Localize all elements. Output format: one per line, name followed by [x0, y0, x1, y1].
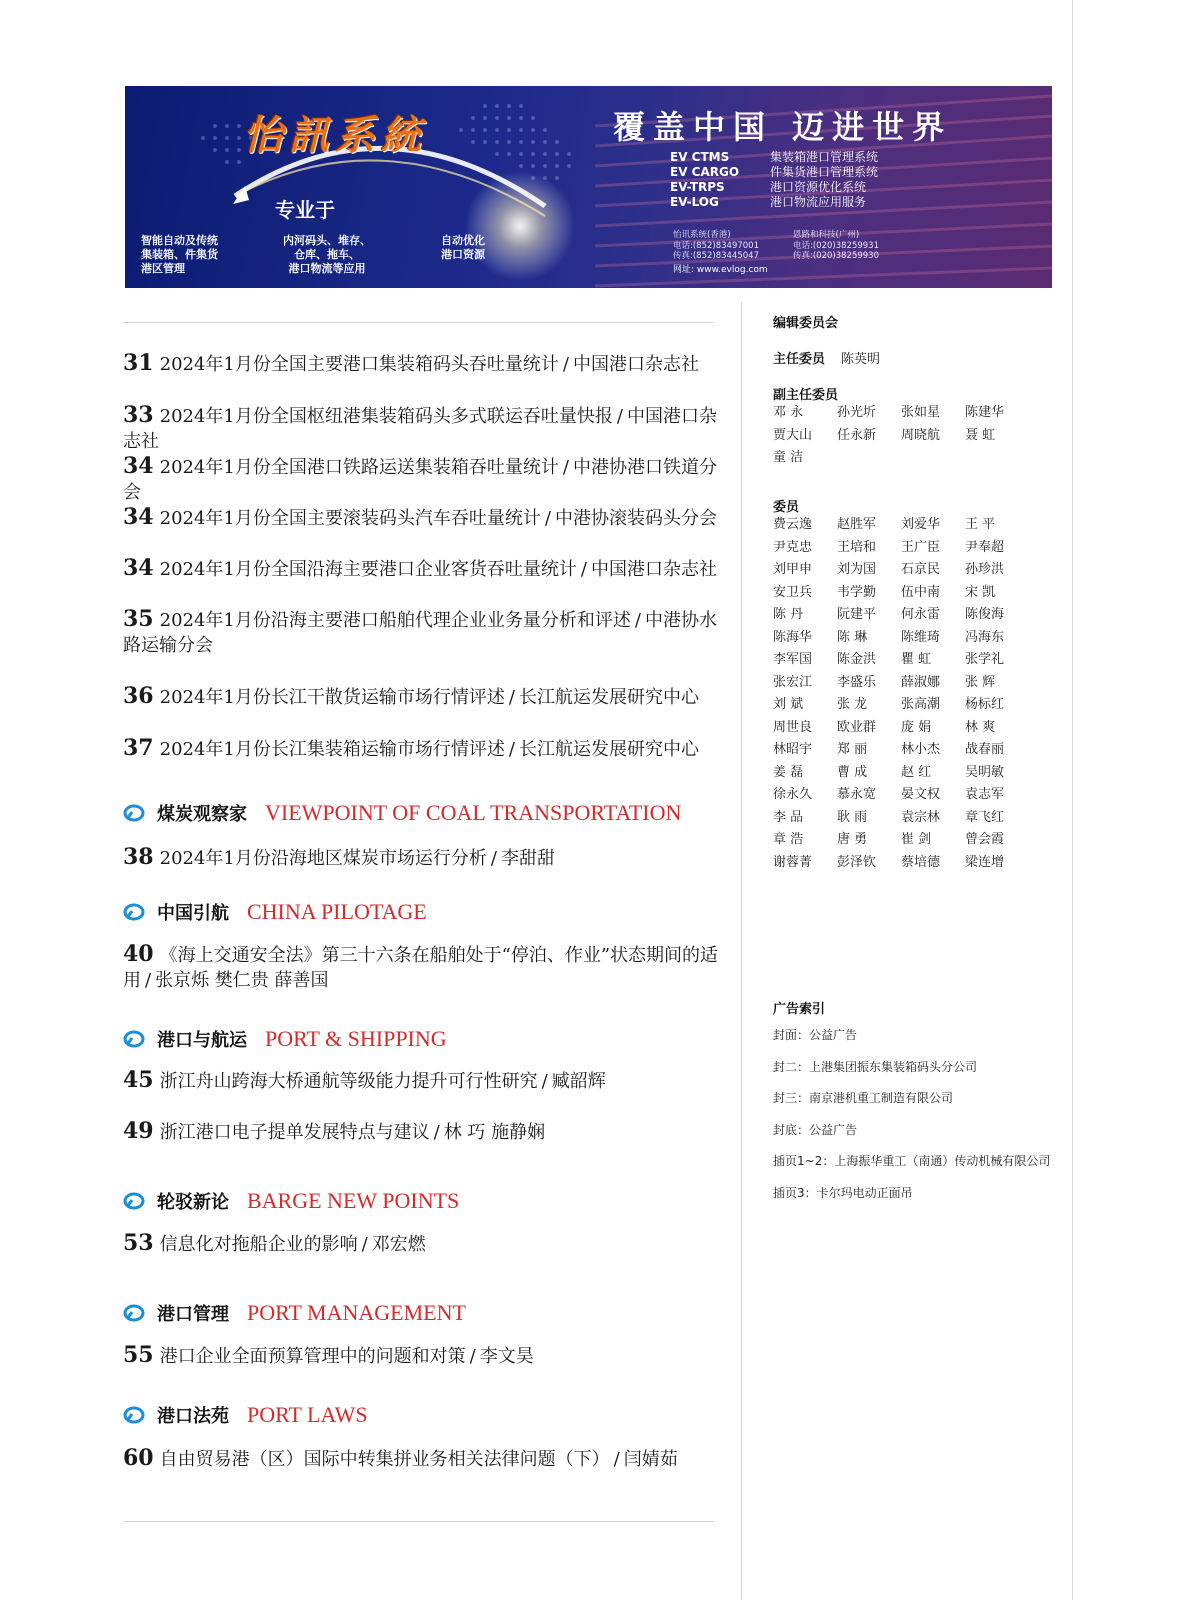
committee-member-name: 林 爽: [965, 719, 996, 735]
committee-member-name: 崔 剑: [901, 832, 932, 847]
committee-member-name: 蔡培德: [901, 854, 941, 870]
toc-entry[interactable]: 34 2024年1月份全国主要滚装码头汽车吞吐量统计 / 中港协滚装码头分会: [123, 504, 717, 530]
feature-line: 自动优化: [441, 234, 485, 247]
article-title: 2024年1月份长江干散货运输市场行情评述: [159, 687, 505, 708]
committee-member-name: 耿 雨: [837, 809, 868, 825]
section-title-zh: 轮驳新论: [157, 1192, 229, 1213]
section-header-port-shipping: [123, 1024, 447, 1054]
page-number: 49: [123, 1118, 154, 1144]
committee-member-name: 周世良: [773, 719, 813, 735]
committee-member-name: 晏文权: [901, 787, 941, 802]
committee-member-name: 陈 丹: [773, 607, 804, 622]
section-swirl-icon: [123, 902, 145, 922]
product-code: EV CTMS: [670, 150, 730, 164]
committee-member-name: 宋 凯: [965, 584, 996, 600]
page-number: 36: [123, 683, 154, 709]
page-number: 34: [123, 453, 154, 479]
toc-entry[interactable]: 37 2024年1月份长江集装箱运输市场行情评述 / 长江航运发展研究中心: [123, 735, 699, 761]
page-edge-rule: [1072, 0, 1073, 1600]
product-row: [670, 180, 878, 195]
committee-member-name: 张 龙: [837, 697, 868, 712]
toc-entry[interactable]: 38 2024年1月份沿海地区煤炭市场运行分析 / 李甜甜: [123, 844, 555, 870]
ad-index-list: [773, 1020, 1073, 1209]
toc-entry[interactable]: 35 2024年1月份沿海主要港口船舶代理企业业务量分析和评述 / 中港协水路运输分会: [123, 606, 717, 656]
toc-entry[interactable]: 60 自由贸易港（区）国际中转集拼业务相关法律问题（下） / 闫婧茹: [123, 1445, 678, 1471]
pro-label: 专业于: [275, 198, 335, 222]
feature-line: 集装箱、件集货: [141, 248, 218, 261]
feature-line: 港口资源: [441, 248, 485, 261]
committee-member-name: 陈俊海: [965, 607, 1005, 622]
article-author: 张京烁 樊仁贵 薛善国: [155, 970, 329, 991]
committee-member-name: 瞿 虹: [901, 652, 932, 667]
committee-member-name: 庞 娟: [901, 719, 932, 735]
product-name: 港口资源优化系统: [770, 180, 867, 194]
committee-member-name: 冯海东: [965, 629, 1005, 645]
chair-label: 主任委员: [773, 352, 826, 367]
article-title: 2024年1月份沿海主要港口船舶代理企业业务量分析和评述: [159, 610, 631, 631]
committee-member-name: 陈海华: [773, 629, 813, 645]
section-title-en: PORT LAWS: [247, 1402, 368, 1427]
chair-name: 陈英明: [841, 352, 881, 367]
committee-member-name: 张宏江: [773, 674, 813, 690]
product-code: EV-TRPS: [670, 180, 725, 194]
committee-member-name: 张如星: [901, 405, 941, 420]
committee-member-name: 林小杰: [901, 742, 941, 757]
committee-member-name: 张 辉: [965, 674, 996, 690]
ad-index-heading: 广告索引: [773, 1002, 826, 1017]
committee-member-name: 孙光圻: [837, 405, 877, 420]
article-author: 长江航运发展研究中心: [518, 687, 699, 708]
committee-member-name: 曾会霞: [965, 832, 1005, 847]
committee-member-name: 陈 琳: [837, 629, 868, 645]
committee-member-name: 陈建华: [965, 405, 1005, 420]
article-author: 李文昊: [479, 1346, 534, 1367]
article-title: 自由贸易港（区）国际中转集拼业务相关法律问题（下）: [159, 1449, 610, 1470]
vice-chair-list: [773, 402, 1063, 470]
toc-entry[interactable]: 45 浙江舟山跨海大桥通航等级能力提升可行性研究 / 臧韶辉: [123, 1067, 606, 1093]
page-number: 35: [123, 606, 154, 632]
editorial-chair: [773, 348, 880, 367]
article-author: 中港协水路运输分会: [123, 610, 717, 656]
contact-line: 怡讯系统(香港): [673, 230, 731, 240]
editorial-heading: 编辑委员会: [773, 316, 839, 331]
committee-member-name: 战春丽: [965, 742, 1005, 757]
committee-member-name: 韦学勤: [837, 584, 877, 600]
banner-slogan: 覆盖中国 迈进世界: [613, 108, 953, 146]
committee-member-name: 安卫兵: [773, 584, 813, 600]
committee-member-name: 薛淑娜: [901, 674, 941, 690]
article-title: 2024年1月份全国主要滚装码头汽车吞吐量统计: [159, 508, 541, 529]
feature-block-1: [141, 234, 218, 276]
toc-entry[interactable]: 36 2024年1月份长江干散货运输市场行情评述 / 长江航运发展研究中心: [123, 683, 699, 709]
toc-entry[interactable]: 34 2024年1月份全国港口铁路运送集装箱吞吐量统计 / 中港协港口铁道分会: [123, 453, 717, 503]
section-title-en: VIEWPOINT OF COAL TRANSPORTATION: [265, 800, 682, 825]
article-author: 闫婧茹: [623, 1449, 678, 1470]
contact-line: 电话:(852)83497001: [673, 240, 759, 251]
committee-member-name: 任永新: [837, 427, 877, 443]
committee-member-name: 张高潮: [901, 697, 941, 712]
section-swirl-icon: [123, 1191, 145, 1211]
toc-entry[interactable]: 34 2024年1月份全国沿海主要港口企业客货吞吐量统计 / 中国港口杂志社: [123, 555, 717, 581]
product-name: 件集货港口管理系统: [770, 165, 879, 179]
product-row: [670, 165, 878, 180]
page-number: 33: [123, 402, 154, 428]
toc-entry[interactable]: 40 《海上交通安全法》第三十六条在船舶处于“停泊、作业”状态期间的适用 / 张京烁 樊仁贵 薛善国: [123, 941, 719, 991]
committee-member-name: 童 洁: [773, 450, 804, 465]
article-author: 中港协滚装码头分会: [554, 508, 717, 529]
section-title-en: PORT MANAGEMENT: [247, 1300, 466, 1325]
committee-member-name: 周晓航: [901, 427, 941, 443]
section-title-en: BARGE NEW POINTS: [247, 1188, 460, 1213]
section-title-zh: 港口与航运: [157, 1030, 247, 1051]
section-header-port-management: [123, 1298, 466, 1328]
page-number: 60: [123, 1445, 154, 1471]
product-name: 港口物流应用服务: [770, 195, 867, 209]
ad-index-item: 封二：上港集团振东集装箱码头分公司: [773, 1059, 978, 1074]
committee-member-name: 陈金洪: [837, 652, 877, 667]
toc-entry[interactable]: 31 2024年1月份全国主要港口集装箱码头吞吐量统计 / 中国港口杂志社: [123, 350, 699, 376]
committee-member-name: 赵胜军: [837, 517, 877, 532]
committee-member-name: 刘甲申: [773, 562, 813, 577]
article-author: 臧韶辉: [551, 1071, 606, 1092]
article-title: 浙江舟山跨海大桥通航等级能力提升可行性研究: [159, 1071, 538, 1092]
feature-line: 智能自动及传统: [141, 234, 218, 247]
toc-entry[interactable]: 49 浙江港口电子提单发展特点与建议 / 林 巧 施静娴: [123, 1118, 546, 1144]
ad-index-item: 封底：公益广告: [773, 1122, 858, 1137]
page-number: 37: [123, 735, 154, 761]
contact-line: 传真:(020)38259930: [793, 251, 879, 261]
committee-member-name: 姜 磊: [773, 764, 804, 780]
feature-line: 港口物流等应用: [288, 262, 366, 275]
committee-member-name: 费云逸: [773, 517, 813, 532]
committee-member-name: 尹奉超: [965, 539, 1005, 555]
contact-gz: [793, 230, 879, 262]
committee-member-name: 李盛乐: [837, 674, 877, 690]
committee-member-name: 袁宗林: [901, 809, 941, 825]
product-row: [670, 195, 878, 210]
contact-line: 恩路和科技(广州): [793, 230, 860, 240]
page-number: 45: [123, 1067, 154, 1093]
toc-bottom-rule: [123, 1521, 714, 1522]
committee-member-name: 梁连增: [965, 854, 1005, 870]
section-title-zh: 煤炭观察家: [157, 804, 247, 825]
committee-member-name: 王培和: [837, 539, 877, 555]
ad-index-item: 封面：公益广告: [773, 1028, 858, 1042]
committee-member-name: 谢蓉菁: [773, 854, 813, 870]
committee-member-name: 王 平: [965, 517, 996, 532]
section-title-en: PORT & SHIPPING: [265, 1026, 447, 1051]
committee-member-name: 邓 永: [773, 405, 804, 420]
contact-line: 电话:(020)38259931: [793, 240, 879, 251]
toc-entry[interactable]: 55 港口企业全面预算管理中的问题和对策 / 李文昊: [123, 1342, 534, 1368]
committee-member-name: 曹 成: [837, 764, 868, 780]
article-title: 浙江港口电子提单发展特点与建议: [159, 1122, 430, 1143]
section-swirl-icon: [123, 1029, 145, 1049]
section-swirl-icon: [123, 803, 145, 823]
committee-member-name: 王广臣: [901, 539, 941, 555]
article-title: 2024年1月份全国枢纽港集装箱码头多式联运吞吐量快报: [159, 406, 613, 427]
article-author: 李甜甜: [500, 848, 555, 869]
toc-entry[interactable]: 33 2024年1月份全国枢纽港集装箱码头多式联运吞吐量快报 / 中国港口杂志社: [123, 402, 717, 452]
committee-member-name: 阮建平: [837, 607, 877, 622]
feature-block-2: [283, 234, 371, 276]
banner-url: 网址: www.evlog.com: [673, 265, 768, 275]
article-title: 2024年1月份沿海地区煤炭市场运行分析: [159, 848, 487, 869]
committee-member-name: 何永雷: [901, 607, 941, 622]
feature-line: 仓库、拖车、: [294, 248, 360, 261]
product-code: EV CARGO: [670, 165, 740, 179]
page-number: 40: [123, 941, 154, 967]
section-title-en: CHINA PILOTAGE: [247, 899, 427, 924]
toc-top-rule: [123, 322, 714, 323]
section-header-coal: [123, 798, 681, 828]
section-header-pilotage: [123, 897, 427, 927]
vice-chair-heading: 副主任委员: [773, 388, 839, 403]
article-title: 2024年1月份全国港口铁路运送集装箱吞吐量统计: [159, 457, 559, 478]
committee-member-name: 章飞红: [965, 809, 1005, 825]
section-title-zh: 港口法苑: [157, 1406, 229, 1427]
toc-entry[interactable]: 53 信息化对拖船企业的影响 / 邓宏燃: [123, 1230, 426, 1256]
article-title: 2024年1月份长江集装箱运输市场行情评述: [159, 739, 505, 760]
section-title-zh: 港口管理: [157, 1304, 229, 1325]
committee-member-name: 杨标红: [965, 697, 1005, 712]
section-swirl-icon: [123, 1405, 145, 1425]
product-name: 集装箱港口管理系统: [770, 150, 879, 164]
committee-member-name: 孙珍洪: [965, 562, 1005, 577]
committee-member-name: 尹克忠: [773, 539, 813, 555]
page-number: 34: [123, 504, 154, 530]
article-title: 2024年1月份全国沿海主要港口企业客货吞吐量统计: [159, 559, 577, 580]
committee-member-name: 陈维琦: [901, 629, 941, 645]
committee-member-name: 慕永宽: [837, 787, 877, 802]
feature-line: 内河码头、堆存、: [283, 234, 371, 247]
article-author: 中国港口杂志社: [590, 559, 717, 580]
committee-member-name: 石京民: [901, 562, 941, 577]
article-author: 林 巧 施静娴: [443, 1122, 546, 1143]
article-author: 中国港口杂志社: [123, 406, 717, 452]
committee-member-name: 唐 勇: [837, 832, 868, 847]
ad-index-item: 封三：南京港机重工制造有限公司: [773, 1091, 954, 1105]
committee-member-name: 刘爱华: [901, 517, 941, 532]
page-number: 31: [123, 350, 154, 376]
members-heading: 委员: [773, 500, 800, 515]
committee-member-name: 欧业群: [837, 719, 877, 735]
section-header-barge: [123, 1186, 459, 1216]
article-author: 中国港口杂志社: [572, 354, 699, 375]
committee-member-name: 刘 斌: [773, 697, 804, 712]
column-divider: [741, 302, 742, 1600]
committee-member-name: 袁志军: [965, 787, 1005, 802]
feature-block-3: [441, 234, 485, 262]
committee-member-name: 李 品: [773, 809, 804, 825]
page-number: 34: [123, 555, 154, 581]
committee-member-name: 伍中南: [901, 584, 941, 600]
article-title: 2024年1月份全国主要港口集装箱码头吞吐量统计: [159, 354, 559, 375]
section-title-zh: 中国引航: [157, 903, 229, 924]
committee-member-name: 吴明敏: [965, 764, 1005, 780]
product-list: [670, 150, 878, 210]
page-number: 38: [123, 844, 154, 870]
section-header-port-laws: [123, 1400, 368, 1430]
committee-member-name: 赵 红: [901, 764, 932, 780]
article-author: 中港协港口铁道分会: [123, 457, 717, 503]
advert-banner: [125, 86, 1052, 288]
contact-hk: [673, 230, 759, 262]
committee-member-name: 彭泽钦: [837, 854, 877, 870]
member-list: [773, 514, 1063, 874]
ad-index-item: 插页1~2：上海振华重工（南通）传动机械有限公司: [773, 1154, 1051, 1168]
committee-member-name: 贾大山: [773, 427, 813, 443]
committee-member-name: 聂 虹: [965, 427, 996, 443]
committee-member-name: 李军国: [773, 652, 813, 667]
page-number: 55: [123, 1342, 154, 1368]
section-swirl-icon: [123, 1303, 145, 1323]
article-title: 港口企业全面预算管理中的问题和对策: [159, 1346, 466, 1367]
committee-member-name: 徐永久: [773, 787, 813, 802]
committee-member-name: 张学礼: [965, 652, 1005, 667]
article-author: 邓宏燃: [371, 1234, 426, 1255]
product-row: [670, 150, 878, 165]
evlog-logo: 怡訊系統: [243, 112, 427, 159]
committee-member-name: 刘为国: [837, 562, 877, 577]
contact-line: 传真:(852)83445047: [673, 251, 759, 261]
feature-line: 港区管理: [141, 262, 185, 275]
article-author: 长江航运发展研究中心: [518, 739, 699, 760]
article-title: 信息化对拖船企业的影响: [159, 1234, 358, 1255]
committee-member-name: 郑 丽: [837, 742, 868, 757]
article-title: 《海上交通安全法》第三十六条在船舶处于“停泊、作业”状态期间的适用: [123, 945, 719, 991]
page-number: 53: [123, 1230, 154, 1256]
committee-member-name: 章 浩: [773, 832, 804, 847]
product-code: EV-LOG: [670, 195, 719, 209]
committee-member-name: 林昭宇: [773, 742, 813, 757]
ad-index-item: 插页3：卡尔玛电动正面吊: [773, 1185, 913, 1200]
